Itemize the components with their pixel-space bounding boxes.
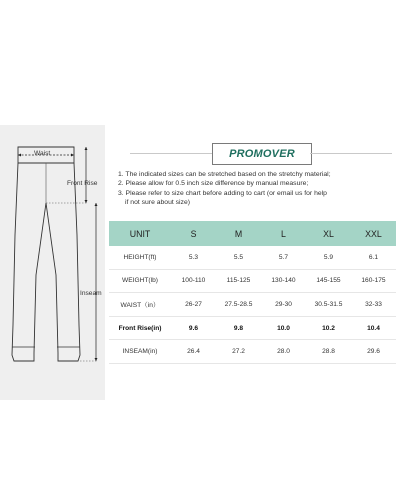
inseam-arrow-bottom (95, 358, 98, 361)
table-cell: 10.2 (306, 316, 351, 340)
table-row-height (109, 246, 396, 269)
row-label: WAIST（in） (109, 293, 171, 317)
table-cell: 5.5 (216, 246, 261, 269)
note-3-continued: if not sure about size) (125, 198, 190, 206)
row-label: WEIGHT(lb) (109, 269, 171, 293)
brand-header (130, 143, 392, 163)
table-cell: 10.0 (261, 316, 306, 340)
front-rise-arrow-bottom (85, 200, 88, 203)
row-label: INSEAM(in) (109, 340, 171, 364)
table-cell: 26.4 (171, 340, 216, 364)
table-cell: 28.0 (261, 340, 306, 364)
brand-divider-right (310, 153, 392, 154)
header-size-xxl: XXL (351, 221, 396, 246)
table-cell: 29-30 (261, 293, 306, 317)
table-cell: 32-33 (351, 293, 396, 317)
table-cell: 27.2 (216, 340, 261, 364)
table-cell: 27.5-28.5 (216, 293, 261, 317)
table-cell: 100-110 (171, 269, 216, 293)
table-cell: 9.6 (171, 316, 216, 340)
header-unit: UNIT (109, 221, 171, 246)
note-3: 3. Please refer to size chart before adding to cart (or email us for help (118, 189, 327, 197)
table-cell: 26-27 (171, 293, 216, 317)
row-label: Front Rise(in) (109, 316, 171, 340)
pants-diagram (0, 125, 105, 400)
front-rise-label: Front Rise (67, 180, 98, 187)
inseam-label: Inseam (80, 290, 102, 297)
brand-logo-box (212, 143, 312, 165)
table-cell: 160-175 (351, 269, 396, 293)
table-header-row (109, 221, 396, 246)
note-2: 2. Please allow for 0.5 inch size difference by manual measure; (118, 180, 309, 188)
header-size-s: S (171, 221, 216, 246)
table-cell: 5.9 (306, 246, 351, 269)
front-rise-arrow-top (85, 147, 88, 150)
table-row-front-rise (109, 316, 396, 340)
brand-logo-text: PROMOVER (229, 148, 295, 160)
table-cell: 29.6 (351, 340, 396, 364)
table-cell: 9.8 (216, 316, 261, 340)
header-size-m: M (216, 221, 261, 246)
table-row-inseam (109, 340, 396, 364)
header-size-xl: XL (306, 221, 351, 246)
size-notes (118, 170, 398, 207)
table-cell: 30.5-31.5 (306, 293, 351, 317)
table-row-weight (109, 269, 396, 293)
row-label: HEIGHT(ft) (109, 246, 171, 269)
table-cell: 145-155 (306, 269, 351, 293)
waist-label: Waist (34, 150, 51, 157)
note-1: 1. The indicated sizes can be stretched based on the stretchy material; (118, 171, 331, 178)
table-cell: 28.8 (306, 340, 351, 364)
header-size-l: L (261, 221, 306, 246)
table-cell: 10.4 (351, 316, 396, 340)
table-cell: 5.7 (261, 246, 306, 269)
brand-divider-left (130, 153, 212, 154)
table-cell: 5.3 (171, 246, 216, 269)
table-cell: 6.1 (351, 246, 396, 269)
inseam-arrow-top (95, 203, 98, 206)
table-row-waist (109, 293, 396, 317)
table-cell: 130-140 (261, 269, 306, 293)
size-chart-table (109, 221, 396, 364)
table-cell: 115-125 (216, 269, 261, 293)
